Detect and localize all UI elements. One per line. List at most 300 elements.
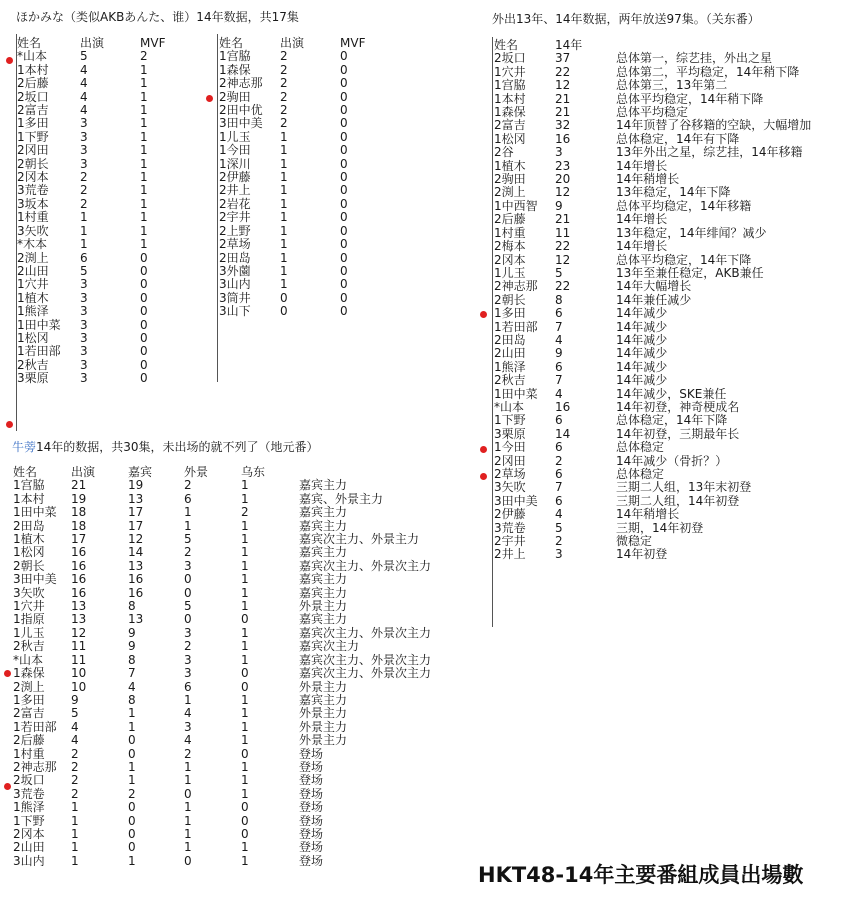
- table-cell: 2渕上: [13, 679, 45, 694]
- table-cell: 1森保: [494, 105, 526, 120]
- table-cell: 登场: [299, 746, 324, 761]
- table-cell: 2: [80, 183, 88, 198]
- table-cell: 1松冈: [13, 545, 45, 560]
- column-header: 出演: [80, 36, 105, 50]
- table-cell: 0: [128, 733, 136, 748]
- table-cell: 1村重: [494, 225, 526, 240]
- table-cell: 6: [555, 413, 563, 428]
- table-cell: 1本村: [13, 491, 45, 506]
- table-cell: 1: [280, 263, 288, 278]
- table-cell: 1: [140, 129, 148, 144]
- table-cell: 1: [71, 813, 79, 828]
- table-cell: 2梅本: [494, 239, 526, 254]
- marker-dot: [480, 473, 487, 480]
- table-cell: 1: [241, 773, 249, 788]
- table-cell: 3田中美: [494, 493, 538, 508]
- table-cell: 5: [555, 265, 563, 280]
- table-cell: 1熊泽: [13, 800, 45, 815]
- table-cell: 3外薗: [219, 263, 251, 278]
- table-cell: 0: [340, 277, 348, 292]
- table-cell: 1: [128, 706, 136, 721]
- table-cell: 2: [71, 773, 79, 788]
- table-cell: 总体第二，平均稳定，14年稍下降: [616, 64, 800, 79]
- table-cell: 1森保: [219, 62, 251, 77]
- table-cell: 2坂口: [494, 51, 526, 66]
- table-cell: 1深川: [219, 156, 251, 171]
- table-cell: 6: [555, 493, 563, 508]
- table-cell: 11: [71, 652, 87, 667]
- table-cell: 14年顶替了谷移籍的空缺，大幅增加: [616, 118, 812, 133]
- table-cell: 3: [80, 371, 88, 386]
- table-cell: 1: [241, 599, 249, 614]
- table-cell: 1: [184, 759, 192, 774]
- table-cell: 3田中美: [219, 116, 263, 131]
- table-cell: *山本: [13, 652, 44, 667]
- table-cell: 1: [140, 210, 148, 225]
- table-cell: 嘉宾主力: [299, 692, 348, 707]
- table-cell: 0: [140, 290, 148, 305]
- table-cell: *木本: [17, 237, 48, 252]
- table-cell: 1: [71, 853, 79, 868]
- table-cell: 21: [71, 478, 87, 493]
- table-row: [17, 359, 200, 372]
- table-cell: 1: [241, 652, 249, 667]
- table-cell: 3: [80, 143, 88, 158]
- table-row: [17, 144, 200, 157]
- table-cell: 1下野: [13, 813, 45, 828]
- table-row: [494, 374, 856, 387]
- table-cell: 7: [555, 373, 563, 388]
- table-row: [219, 184, 400, 197]
- table-cell: 2上野: [219, 223, 251, 238]
- table-cell: 1村重: [17, 210, 49, 225]
- table-cell: 2: [280, 116, 288, 131]
- table-cell: 14年增长: [616, 239, 668, 254]
- table-cell: 4: [128, 679, 136, 694]
- table-cell: 14年初登: [616, 547, 668, 562]
- table-row: [17, 117, 200, 130]
- table-cell: 2后藤: [13, 733, 45, 748]
- table-cell: 14年减少，SKE兼任: [616, 386, 727, 401]
- table-cell: 0: [340, 129, 348, 144]
- table-cell: 1中西智: [494, 198, 538, 213]
- table-row: [219, 292, 400, 305]
- table-cell: 1若田部: [17, 344, 61, 359]
- table-cell: 1田中菜: [13, 505, 57, 520]
- table-cell: 2: [280, 89, 288, 104]
- table-cell: 2富吉: [494, 118, 526, 133]
- table-row: [494, 240, 856, 253]
- table-row: [13, 479, 459, 492]
- marker-dot: [480, 311, 487, 318]
- table-cell: 8: [555, 292, 563, 307]
- table-cell: 3: [80, 357, 88, 372]
- table-cell: 2坂口: [13, 773, 45, 788]
- table-cell: 5: [71, 706, 79, 721]
- table-row: [13, 560, 459, 573]
- table-cell: 2谷: [494, 145, 514, 160]
- table-cell: 10: [71, 679, 87, 694]
- header-row: [219, 37, 400, 50]
- table-cell: 14年减少（骨折？）: [616, 453, 728, 468]
- table-cell: 2秋吉: [13, 639, 45, 654]
- table-cell: 0: [241, 813, 249, 828]
- table-cell: 14年减少: [616, 332, 668, 347]
- table-cell: 3山内: [219, 277, 251, 292]
- table-cell: 3坂本: [17, 196, 49, 211]
- table-cell: 2驹田: [494, 172, 526, 187]
- table-cell: 0: [340, 290, 348, 305]
- table-cell: 9: [128, 639, 136, 654]
- table-cell: 1: [241, 692, 249, 707]
- table-cell: 0: [340, 49, 348, 64]
- column-header: 出演: [280, 36, 305, 50]
- table-cell: 11: [555, 225, 571, 240]
- table-cell: 2后藤: [494, 212, 526, 227]
- column-header: 外景: [184, 465, 209, 479]
- table-cell: 21: [555, 212, 571, 227]
- table-cell: 0: [340, 223, 348, 238]
- table-cell: 21: [555, 105, 571, 120]
- table-cell: 1: [280, 196, 288, 211]
- table-cell: 17: [128, 505, 144, 520]
- table-cell: 1宫脇: [219, 49, 251, 64]
- table-cell: 2: [80, 170, 88, 185]
- table-cell: 1本村: [494, 91, 526, 106]
- table-row: [13, 815, 459, 828]
- table-cell: 5: [80, 49, 88, 64]
- table-cell: 3矢吹: [13, 585, 45, 600]
- table-row: [494, 213, 856, 226]
- table-cell: 0: [184, 585, 192, 600]
- table-cell: 0: [128, 746, 136, 761]
- column-header: MVF: [140, 36, 166, 50]
- table-cell: 16: [71, 572, 87, 587]
- table-cell: 1穴井: [17, 277, 49, 292]
- table-cell: 总体稳定，14年有下降: [616, 131, 740, 146]
- table-cell: 20: [555, 172, 571, 187]
- table-cell: 1若田部: [494, 319, 538, 334]
- table-cell: 17: [71, 532, 87, 547]
- table-cell: 2: [80, 196, 88, 211]
- table-cell: 13: [128, 558, 144, 573]
- table-row: [494, 441, 856, 454]
- table-cell: 0: [140, 304, 148, 319]
- table-cell: 16: [71, 585, 87, 600]
- table-row: [13, 613, 459, 626]
- table-row: [17, 278, 200, 291]
- table-cell: 16: [128, 572, 144, 587]
- table-row: [219, 252, 400, 265]
- table-row: [13, 761, 459, 774]
- table-cell: 1: [140, 143, 148, 158]
- table-cell: 3山下: [219, 304, 251, 319]
- table-row: [13, 734, 459, 747]
- table-row: [494, 294, 856, 307]
- table-cell: 1村重: [13, 746, 45, 761]
- table-row: [17, 252, 200, 265]
- section2-table: [13, 466, 459, 868]
- table-cell: 16: [555, 131, 571, 146]
- table-cell: 1: [241, 532, 249, 547]
- table-cell: 1: [280, 156, 288, 171]
- table-cell: 14年减少: [616, 319, 668, 334]
- table-cell: 1: [241, 585, 249, 600]
- table-cell: 6: [555, 359, 563, 374]
- table-cell: 1: [184, 840, 192, 855]
- table-cell: 12: [555, 185, 571, 200]
- table-row: [13, 640, 459, 653]
- table-row: [494, 146, 856, 159]
- column-header: MVF: [340, 36, 366, 50]
- table-row: [17, 332, 200, 345]
- table-cell: 3: [184, 719, 192, 734]
- table-cell: 22: [555, 279, 571, 294]
- table-row: [494, 522, 856, 535]
- table-cell: 1儿玉: [494, 265, 526, 280]
- table-cell: 0: [241, 746, 249, 761]
- table-cell: 2: [71, 786, 79, 801]
- table-cell: 0: [340, 156, 348, 171]
- table-cell: 3荒卷: [17, 183, 49, 198]
- table-cell: 11: [71, 639, 87, 654]
- section3-caption: 外出13年、14年数据，两年放送97集。（关东番）: [492, 12, 760, 26]
- table-cell: 1: [140, 183, 148, 198]
- table-cell: 1: [140, 237, 148, 252]
- table-row: [13, 707, 459, 720]
- table-cell: 1: [241, 759, 249, 774]
- table-row: [13, 573, 459, 586]
- table-row: [17, 184, 200, 197]
- table-cell: 1宫脇: [13, 478, 45, 493]
- table-cell: 1宫脇: [494, 78, 526, 93]
- column-header: 出演: [71, 465, 96, 479]
- table-cell: 0: [128, 840, 136, 855]
- table-cell: 3: [80, 116, 88, 131]
- table-cell: 3栗原: [17, 371, 49, 386]
- table-cell: 14年兼任减少: [616, 292, 692, 307]
- table-cell: 0: [140, 277, 148, 292]
- table-cell: 0: [184, 572, 192, 587]
- table-row: [494, 186, 856, 199]
- caption-highlight[interactable]: 牛蒡: [12, 440, 37, 454]
- table-cell: 1: [128, 719, 136, 734]
- table-cell: 0: [184, 786, 192, 801]
- table-row: [13, 681, 459, 694]
- table-cell: 1: [140, 156, 148, 171]
- table-cell: 外景主力: [299, 706, 348, 721]
- table-row: [13, 774, 459, 787]
- table-cell: 2秋吉: [494, 373, 526, 388]
- header-row: [13, 466, 459, 479]
- table-row: [494, 428, 856, 441]
- table-cell: 总体第三，13年第二: [616, 78, 728, 93]
- table-cell: 1儿玉: [13, 625, 45, 640]
- table-cell: 总体平均稳定，14年下降: [616, 252, 752, 267]
- table-cell: 2冈本: [17, 170, 49, 185]
- table-cell: 1下野: [17, 129, 49, 144]
- table-cell: 0: [241, 826, 249, 841]
- table-cell: 1森保: [13, 666, 45, 681]
- table-cell: 13: [128, 612, 144, 627]
- column-header: 嘉宾: [128, 465, 153, 479]
- table-cell: 16: [71, 545, 87, 560]
- table-cell: 嘉宾主力: [299, 572, 348, 587]
- table-cell: 1: [140, 116, 148, 131]
- table-cell: 1儿玉: [219, 129, 251, 144]
- table-cell: 0: [128, 826, 136, 841]
- table-cell: 嘉宾次主力、外景主力: [299, 532, 420, 547]
- table-cell: 2: [184, 639, 192, 654]
- table-cell: 总体稳定: [616, 467, 665, 481]
- table-cell: 2: [241, 505, 249, 520]
- table-cell: 1: [80, 210, 88, 225]
- table-cell: 0: [340, 116, 348, 131]
- table-row: [494, 347, 856, 360]
- table-row: [13, 828, 459, 841]
- table-cell: 14年初登，神奇梗成名: [616, 399, 740, 414]
- table-row: [494, 79, 856, 92]
- table-cell: 3荒卷: [13, 786, 45, 801]
- table-cell: 14年稍增长: [616, 172, 680, 187]
- table-cell: 1指原: [13, 612, 45, 627]
- table-cell: 4: [80, 62, 88, 77]
- table-cell: 4: [555, 386, 563, 401]
- table-cell: 9: [555, 198, 563, 213]
- table-cell: 1: [241, 545, 249, 560]
- table-cell: 1熊泽: [17, 304, 49, 319]
- table-cell: 2: [280, 103, 288, 118]
- table-row: [17, 104, 200, 117]
- table-row: [494, 119, 856, 132]
- table-row: [13, 506, 459, 519]
- table-cell: 1穴井: [494, 64, 526, 79]
- table-cell: 0: [280, 290, 288, 305]
- table-cell: 嘉宾次主力: [299, 639, 360, 654]
- table-cell: 14年大幅增长: [616, 279, 692, 294]
- table-cell: 1田中菜: [494, 386, 538, 401]
- table-cell: 3矢吹: [17, 223, 49, 238]
- table-cell: 1若田部: [13, 719, 57, 734]
- table-cell: 1: [280, 237, 288, 252]
- column-header: 姓名: [494, 38, 519, 52]
- table-cell: 3: [184, 652, 192, 667]
- table-cell: 19: [128, 478, 144, 493]
- table-row: [219, 77, 400, 90]
- marker-dot: [4, 783, 11, 790]
- table-row: [13, 667, 459, 680]
- table-cell: 登场: [299, 813, 324, 828]
- table-cell: 13年至兼任稳定，AKB兼任: [616, 265, 764, 280]
- table-cell: 登场: [299, 826, 324, 841]
- table-cell: 1: [241, 719, 249, 734]
- table-row: [13, 721, 459, 734]
- table-cell: 2: [71, 746, 79, 761]
- table-cell: 2井上: [494, 547, 526, 562]
- table-cell: 9: [555, 346, 563, 361]
- table-cell: 13年稳定，14年下降: [616, 185, 731, 200]
- table-cell: 32: [555, 118, 571, 133]
- table-cell: 1: [241, 491, 249, 506]
- table-row: [17, 319, 200, 332]
- table-cell: 2田岛: [13, 518, 45, 533]
- table-cell: 3筒井: [219, 290, 251, 305]
- table-cell: 12: [555, 78, 571, 93]
- table-cell: 4: [71, 719, 79, 734]
- table-cell: 2山田: [13, 840, 45, 855]
- table-cell: 14年增长: [616, 212, 668, 227]
- table-cell: 3: [80, 317, 88, 332]
- table-cell: 0: [140, 263, 148, 278]
- table-cell: 3: [80, 290, 88, 305]
- table-cell: 嘉宾、外景主力: [299, 491, 384, 506]
- table-cell: 1: [71, 826, 79, 841]
- table-row: [17, 238, 200, 251]
- table-cell: 三期，14年初登: [616, 520, 704, 535]
- table-cell: *山本: [17, 49, 48, 64]
- table-cell: 13: [71, 612, 87, 627]
- table-cell: 1今田: [219, 143, 251, 158]
- table-cell: 1: [280, 223, 288, 238]
- table-row: [17, 305, 200, 318]
- table-row: [494, 508, 856, 521]
- table-cell: 3: [555, 547, 563, 562]
- table-cell: 0: [340, 263, 348, 278]
- table-cell: 14年增长: [616, 158, 668, 173]
- table-cell: 4: [80, 103, 88, 118]
- table-cell: 16: [128, 585, 144, 600]
- table-cell: 2驹田: [219, 89, 251, 104]
- table-cell: 2: [140, 49, 148, 64]
- table-cell: 3栗原: [494, 426, 526, 441]
- table-row: [494, 361, 856, 374]
- section2-caption: [12, 438, 319, 455]
- table-cell: 2: [184, 478, 192, 493]
- table-cell: 1: [71, 840, 79, 855]
- table-divider: [217, 34, 218, 382]
- table-cell: 0: [340, 143, 348, 158]
- table-cell: 1: [241, 639, 249, 654]
- table-cell: 1: [140, 223, 148, 238]
- table-row: [494, 388, 856, 401]
- table-cell: 16: [555, 399, 571, 414]
- table-cell: 2宇井: [494, 534, 526, 549]
- table-cell: 三期二人组，13年末初登: [616, 480, 752, 495]
- table-row: [494, 548, 856, 561]
- table-cell: 1: [140, 89, 148, 104]
- table-row: [494, 414, 856, 427]
- table-divider: [492, 37, 493, 627]
- table-cell: 5: [555, 520, 563, 535]
- table-cell: 0: [340, 170, 348, 185]
- table-cell: 总体平均稳定，14年移籍: [616, 198, 752, 213]
- marker-dot: [6, 57, 13, 64]
- marker-dot: [4, 670, 11, 677]
- table-cell: 1松冈: [494, 131, 526, 146]
- table-cell: 0: [340, 183, 348, 198]
- table-cell: 2: [184, 545, 192, 560]
- table-row: [13, 694, 459, 707]
- table-cell: 1: [280, 183, 288, 198]
- table-cell: 0: [241, 800, 249, 815]
- table-cell: 0: [140, 357, 148, 372]
- table-cell: 2: [71, 759, 79, 774]
- table-cell: 总体第一，综艺挂，外出之星: [616, 51, 773, 66]
- table-row: [494, 334, 856, 347]
- table-cell: 3: [555, 145, 563, 160]
- table-cell: 0: [340, 196, 348, 211]
- table-cell: 14年减少: [616, 306, 668, 321]
